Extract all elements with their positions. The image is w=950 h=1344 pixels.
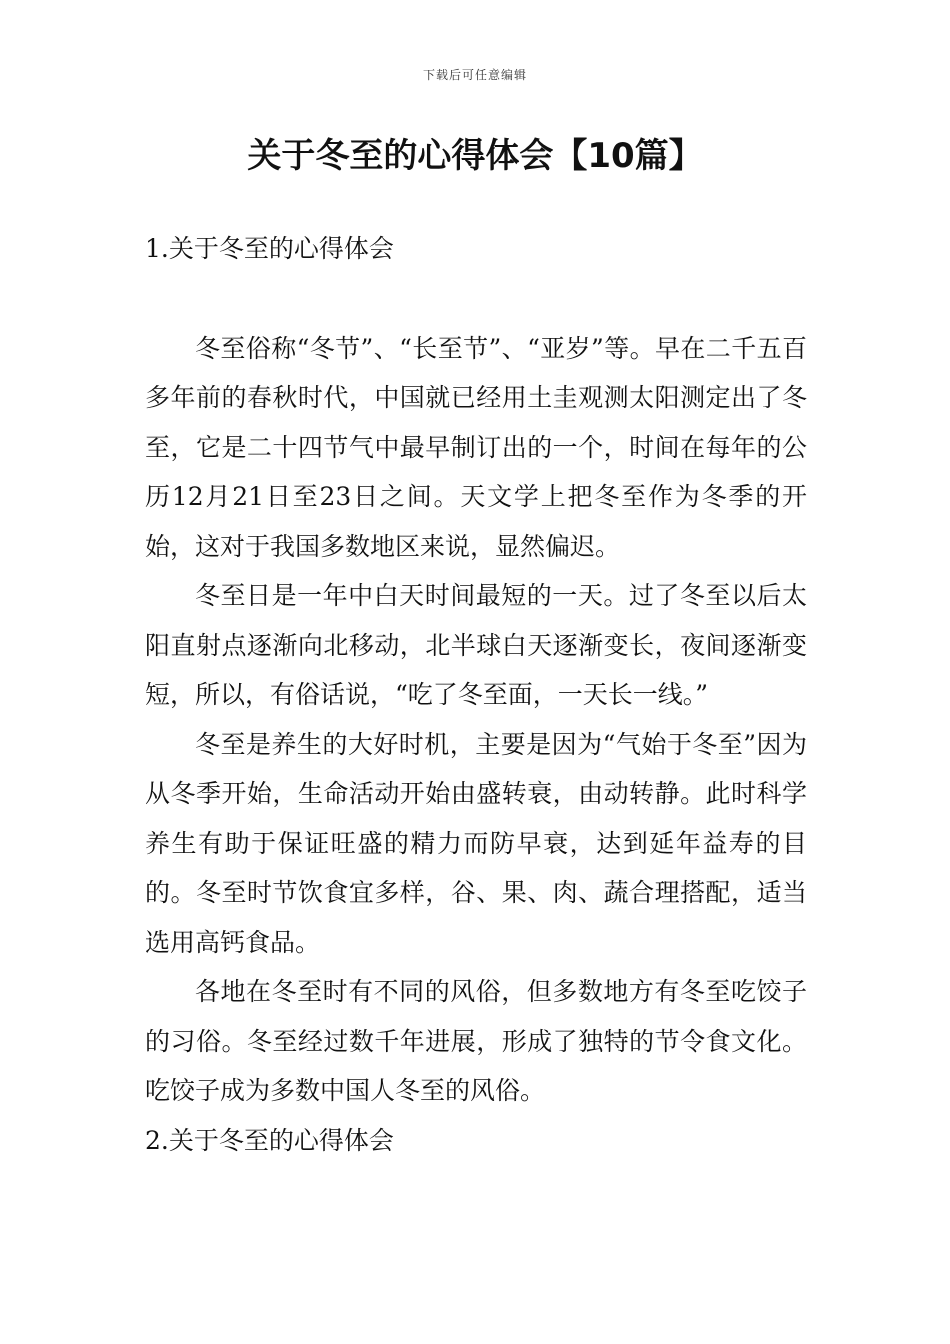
paragraph-4: 各地在冬至时有不同的风俗，但多数地方有冬至吃饺子的习俗。冬至经过数千年进展，形成了独特的节令食文化。吃饺子成为多数中国人冬至的风俗。 — [145, 977, 807, 1105]
section-heading-2: 2.关于冬至的心得体会 — [145, 1125, 394, 1155]
header-note: 下载后可任意编辑 — [422, 68, 527, 82]
section-heading-1: 1.关于冬至的心得体会 — [145, 234, 394, 263]
paragraph-1: 冬至俗称“冬节”、“长至节”、“亚岁”等。早在二千五百多年前的春秋时代，中国就已经用土圭观测太阳测定出了冬至，它是二十四节气中最早制订出的一个，时间在每年的公历12月21日至23日之间。天文学上把冬至作为冬季的开始，这对于我国多数地区来说，显然偏迟。 — [145, 333, 807, 561]
paragraph-3: 冬至是养生的大好时机，主要是因为“气始于冬至”因为从冬季开始，生命活动开始由盛转衰，由动转静。此时科学养生有助于保证旺盛的精力而防早衰，达到延年益寿的目的。冬至时节饮食宜多样，谷、果、肉、蔬合理搭配，适当选用高钙食品。 — [145, 729, 807, 957]
document-title: 关于冬至的心得体会【10篇】 — [247, 136, 703, 176]
document-body — [145, 224, 807, 1165]
spacer — [145, 274, 807, 324]
paragraph-2: 冬至日是一年中白天时间最短的一天。过了冬至以后太阳直射点逐渐向北移动，北半球白天逐渐变长，夜间逐渐变短，所以，有俗话说，“吃了冬至面，一天长一线。” — [145, 581, 807, 709]
